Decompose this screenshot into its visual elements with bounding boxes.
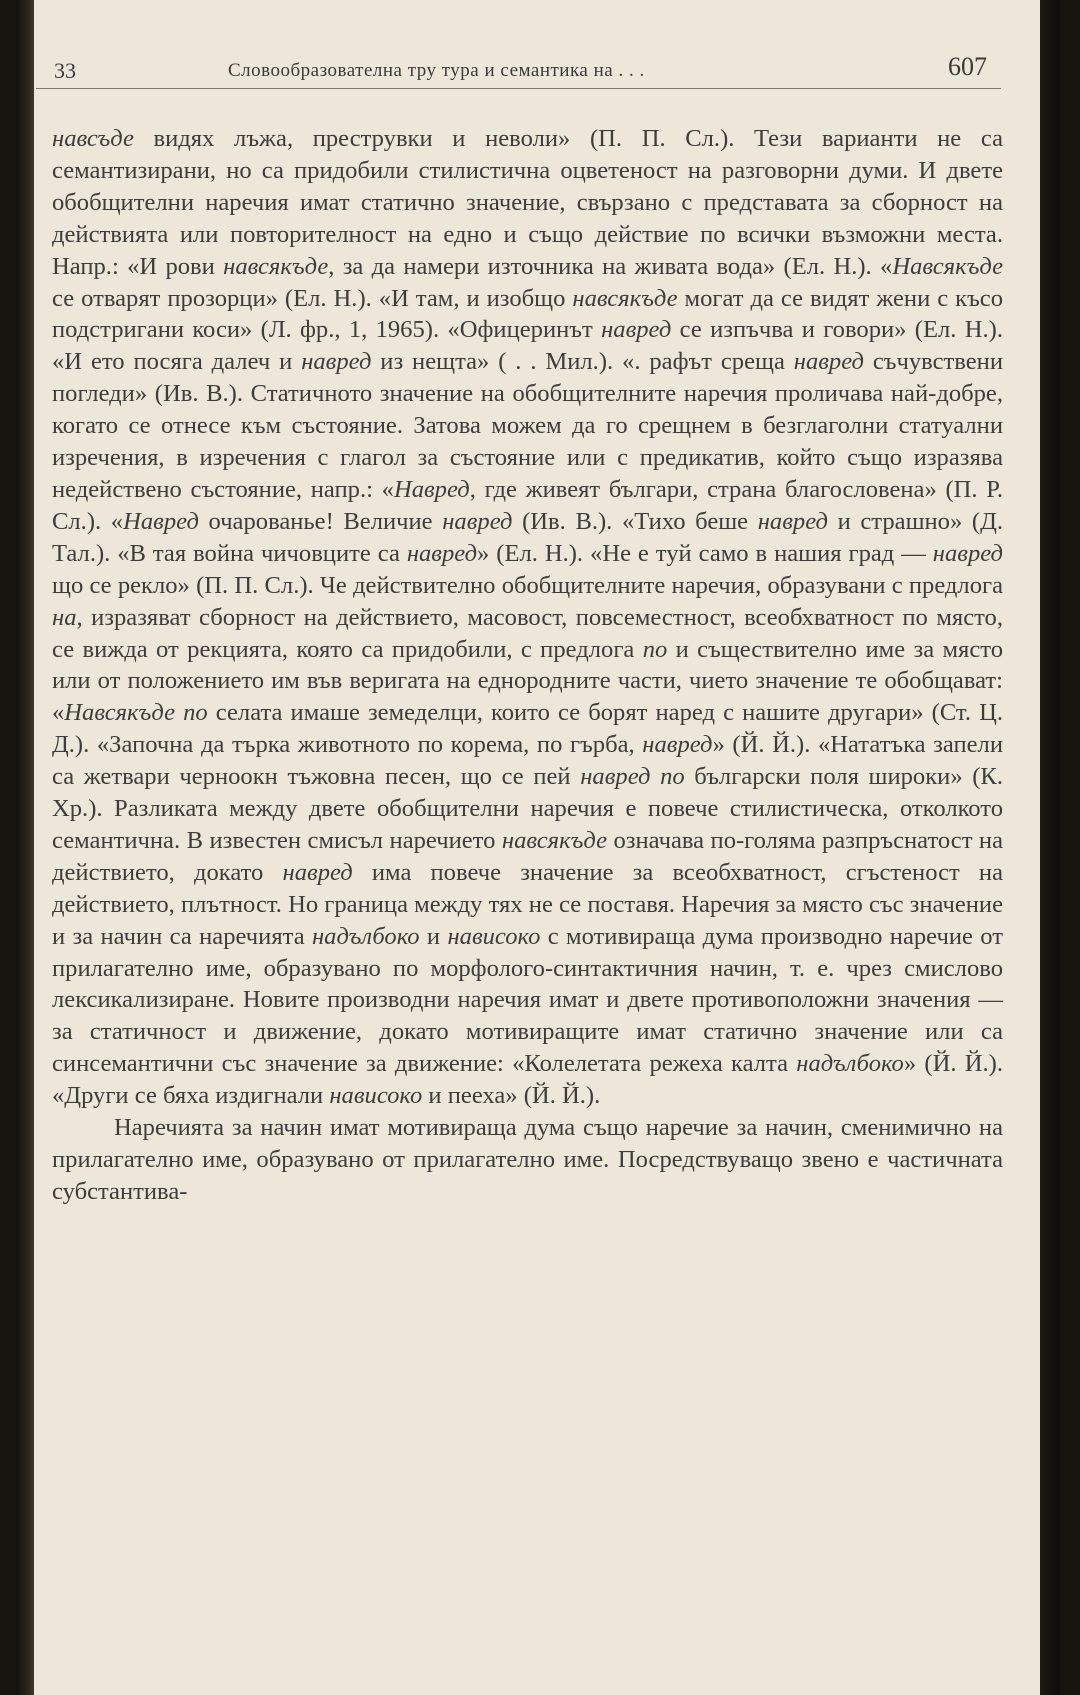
text-run: съчувствени погледи» (Ив. В.). Статичното значение на обобщителните наречия проличава най-добре, когато се отнесе към състояние. Затова можем да го срещнем в безглаголни статуални изречения, в изречения с глагол за състояние или с предикатив, който също изразява недействено състояние, напр.: «: [52, 348, 1003, 503]
running-header: [36, 48, 1002, 92]
italic-term: навред по: [580, 763, 685, 791]
text-run: и пееха» (Й. Й.).: [422, 1082, 601, 1110]
italic-term: навред: [793, 348, 864, 376]
italic-term: навред: [301, 348, 372, 376]
italic-term: Навсякъде: [892, 252, 1003, 280]
italic-term: навред: [757, 507, 828, 535]
italic-term: Навред: [123, 507, 199, 535]
italic-term: по: [642, 635, 668, 663]
body-text: [52, 123, 1003, 1208]
text-run: и страшно» (Д. Тал.). «В тая война чичовците са: [52, 507, 1004, 567]
paragraph: [52, 123, 1003, 1112]
text-run: селата имаше земеделци, които се борят наред с нашите другари» (Ст. Ц. Д.). «Започна да търка животното по корема, по гърба,: [52, 699, 1003, 759]
italic-term: Навред: [393, 475, 470, 503]
text-run: и съществително име за място или от положението им във веригата на еднородните части, чието значение те обобщават: «: [52, 635, 1003, 727]
italic-term: навред: [642, 731, 713, 759]
book-spine-shadow: [16, 0, 34, 1695]
text-run: означава по-голяма разпръснатост на действието, докато: [52, 826, 1003, 886]
italic-term: навред: [601, 316, 672, 344]
text-run: из нещта» ( . . Мил.). «. рафът среща: [371, 348, 794, 376]
text-run: (Ив. В.). «Тихо беше: [512, 507, 758, 535]
italic-term: нависоко: [447, 922, 541, 950]
text-run: очарованье! Величие: [198, 507, 443, 535]
text-run: , за да намери източника на живата вода» (Ел. Н.). «: [328, 252, 893, 280]
text-run: » (Ел. Н.). «Не е туй само в нашия град —: [477, 539, 933, 567]
italic-term: навред: [282, 858, 353, 886]
text-run: , где живеят българи, страна благословена» (П. Р. Сл.). «: [52, 475, 1003, 535]
italic-term: на: [52, 603, 77, 631]
italic-term: навсякъде: [501, 826, 607, 854]
text-run: има повече значение за всеобхватност, сгъстеност на действието, плътност. Но граница между тях не се поставя. Наречия за място със значение и за начин са наречията: [52, 858, 1004, 950]
text-run: що се рекло» (П. П. Сл.). Че действително обобщителните наречия, образувани с предлога: [52, 571, 1003, 599]
italic-term: нависоко: [329, 1082, 423, 1110]
italic-term: Навсякъде по: [64, 699, 208, 727]
italic-term: навсякъде: [572, 284, 678, 312]
text-run: се отварят прозорци» (Ел. Н.). «И там, и изобщо: [52, 284, 573, 312]
book-page: [16, 0, 1060, 1695]
italic-term: навсъде: [52, 125, 134, 152]
paragraph: [52, 1112, 1003, 1208]
italic-term: надълбоко: [311, 922, 420, 950]
text-run: » (Й. Й.). «Други се бяха издигнали: [52, 1050, 1003, 1110]
text-run: могат да се видят жени с късо подстригани коси» (Л. фр., 1, 1965). «Офицеринът: [52, 284, 1004, 344]
header-left-number: 33: [54, 58, 76, 83]
text-run: и: [419, 922, 448, 950]
text-run: с мотивираща дума производно наречие от прилагателно име, образувано по морфолого-синтактичния начин, т. е. чрез смислово лексикализиране. Новите производни наречия имат и двете противоположни значения — за статичност и движение, докато мотивиращите имат статично значение или са синсемантични със значение за движение: «Колелетата режеха калта: [52, 922, 1003, 1078]
text-run: Наречията за начин имат мотивираща дума също наречие за начин, сменимично на прилагателно име, образувано от прилагателно име. Посредствуващо звено е частичната субстантива-: [52, 1114, 1003, 1205]
text-run: се изпъчва и говори» (Ел. Н.). «И ето посяга далеч и: [52, 316, 1003, 376]
running-title: Словообразователна тру тура и семантика на . . .: [228, 60, 645, 81]
italic-term: навред: [406, 539, 478, 567]
text-run: видях лъжа, преструвки и неволи» (П. П. Сл.). Тези варианти не са семантизирани, но са придобили стилистична оцветеност на разговорни думи. И двете обобщителни наречия имат статично значение, свързано с представата за сборност на действията или повторителност на едно и също действие по всички възможни места. Напр.: «И рови: [52, 125, 1003, 280]
italic-term: навред: [442, 507, 513, 535]
page-number: 607: [948, 52, 987, 81]
text-run: български поля широки» (К. Хр.). Разликата между двете обобщителни наречия е повече стилистическа, отколкото семантична. В известен смисъл наречието: [52, 763, 1003, 854]
italic-term: навред: [932, 539, 1003, 567]
text-run: , изразяват сборност на действието, масовост, повсеместност, всеобхватност по място, се вижда от рекцията, която са придобили, с предлога: [52, 603, 1003, 663]
page-edge-shadow: [1040, 0, 1060, 1695]
italic-term: навсякъде: [223, 252, 329, 280]
header-rule: [36, 88, 1001, 89]
italic-term: надълбоко: [796, 1050, 904, 1078]
text-run: » (Й. Й.). «Нататъка запели са жетвари черноокн тъжовна песен, що се пей: [52, 731, 1003, 791]
